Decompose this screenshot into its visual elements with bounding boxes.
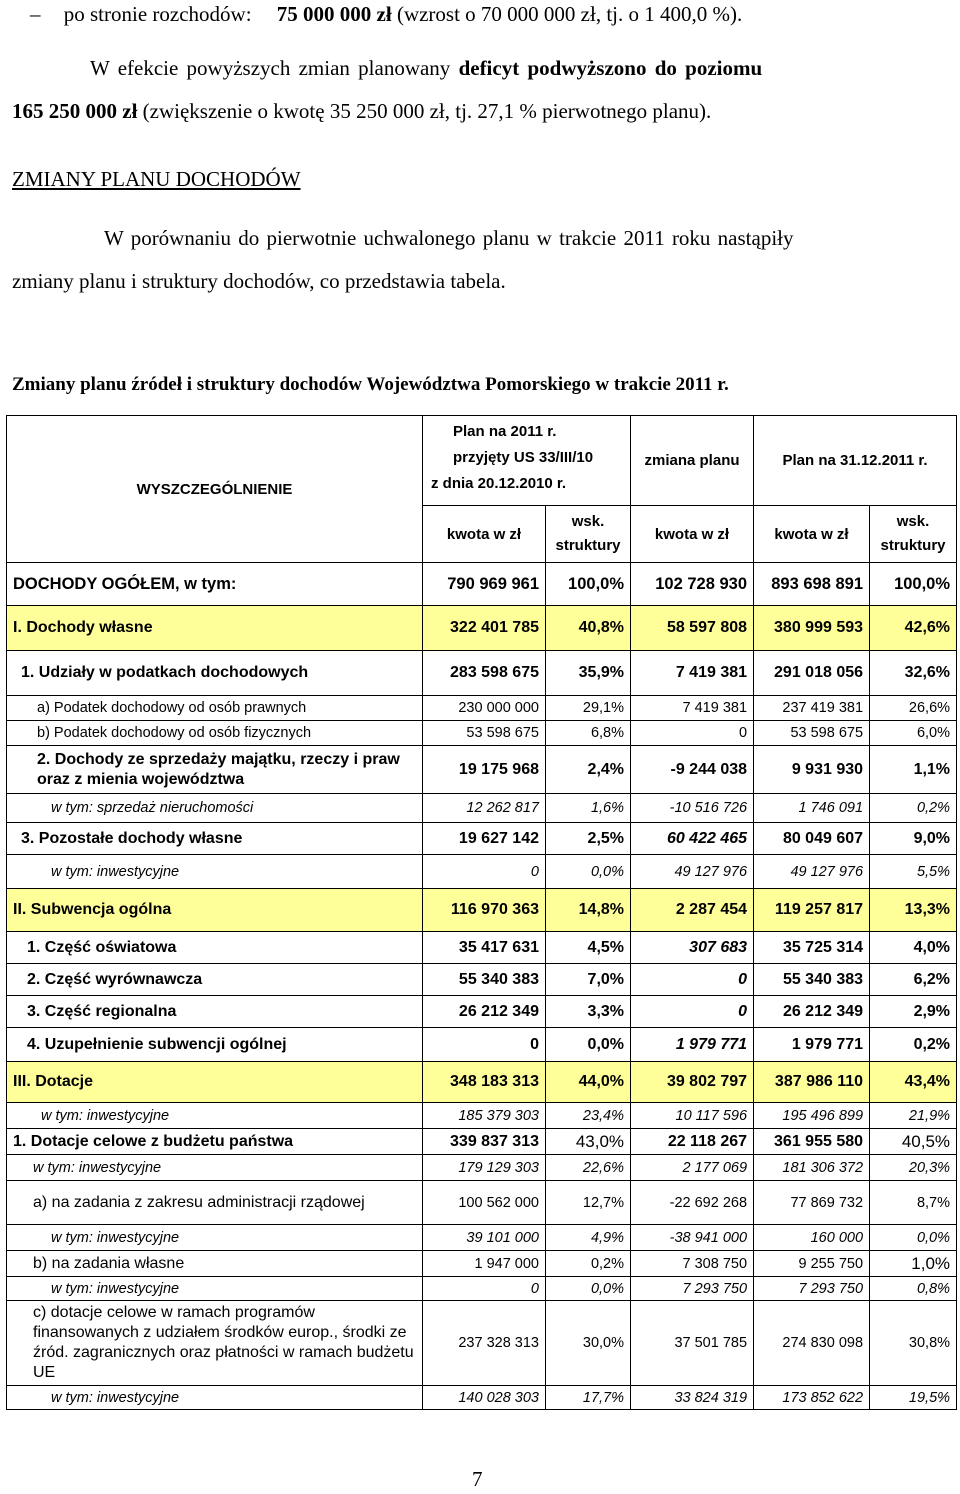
- table-row: [7, 721, 957, 746]
- cell-plan: 283 598 675: [423, 651, 546, 696]
- cell-change: 2 177 069: [631, 1155, 754, 1181]
- cell-plan: 185 379 303: [423, 1103, 546, 1129]
- row-label: w tym: inwestycyjne: [7, 1103, 423, 1129]
- cell-plan: 12 262 817: [423, 794, 546, 823]
- row-label: 1. Część oświatowa: [7, 932, 423, 964]
- cell-final: 380 999 593: [754, 606, 870, 651]
- cell-change: 0: [631, 964, 754, 996]
- cell-change: 7 293 750: [631, 1277, 754, 1301]
- cell-final-structure: 4,0%: [870, 932, 957, 964]
- table-row: [7, 855, 957, 889]
- cell-final-structure: 5,5%: [870, 855, 957, 889]
- cell-final-structure: 100,0%: [870, 563, 957, 606]
- cell-final-structure: 1,0%: [870, 1251, 957, 1277]
- cell-structure: 100,0%: [546, 563, 631, 606]
- cell-final: 49 127 976: [754, 855, 870, 889]
- cell-final-structure: 0,8%: [870, 1277, 957, 1301]
- cell-final-structure: 9,0%: [870, 823, 957, 855]
- table-row: [7, 996, 957, 1028]
- row-label: 1. Dotacje celowe z budżetu państwa: [7, 1129, 423, 1155]
- page-number: 7: [472, 1467, 483, 1491]
- table-row: [7, 1155, 957, 1181]
- header-plan-line3: z dnia 20.12.2010 r.: [431, 475, 567, 492]
- cell-change: 22 118 267: [631, 1129, 754, 1155]
- table-row: [7, 1301, 957, 1386]
- cell-final-structure: 0,2%: [870, 1028, 957, 1062]
- cell-final: 80 049 607: [754, 823, 870, 855]
- cell-final-structure: 19,5%: [870, 1386, 957, 1410]
- table-row: [7, 1181, 957, 1225]
- cell-structure: 23,4%: [546, 1103, 631, 1129]
- cell-structure: 44,0%: [546, 1062, 631, 1103]
- cell-structure: 3,3%: [546, 996, 631, 1028]
- row-label: w tym: sprzedaż nieruchomości: [7, 794, 423, 823]
- table-title: Zmiany planu źródeł i struktury dochodów Województwa Pomorskiego w trakcie 2011 r.: [12, 374, 729, 395]
- intro-line3-b: (zwiększenie o kwotę 35 250 000 zł, tj. 27,1 % pierwotnego planu).: [137, 99, 712, 123]
- header-kwota-2: kwota w zł: [631, 506, 754, 563]
- intro-line-1: [30, 2, 742, 27]
- intro-line3-a: 165 250 000 zł: [12, 99, 138, 123]
- cell-change: 7 419 381: [631, 651, 754, 696]
- cell-final: 361 955 580: [754, 1129, 870, 1155]
- header-change: zmiana planu: [631, 416, 754, 506]
- row-label: II. Subwencja ogólna: [7, 889, 423, 932]
- cell-final-structure: 43,4%: [870, 1062, 957, 1103]
- cell-change: 60 422 465: [631, 823, 754, 855]
- section-para-2: zmiany planu i struktury dochodów, co przedstawia tabela.: [12, 269, 506, 293]
- table-row: [7, 1386, 957, 1410]
- intro-line1-amount: 75 000 000 zł: [276, 2, 392, 26]
- section-para-1: W porównaniu do pierwotnie uchwalonego planu w trakcie 2011 roku nastąpiły: [104, 226, 794, 250]
- cell-final: 160 000: [754, 1225, 870, 1251]
- row-label: w tym: inwestycyjne: [7, 1155, 423, 1181]
- cell-final-structure: 30,8%: [870, 1301, 957, 1386]
- row-label: w tym: inwestycyjne: [7, 855, 423, 889]
- table-row: [7, 1225, 957, 1251]
- cell-plan: 0: [423, 1277, 546, 1301]
- row-label: 2. Dochody ze sprzedaży majątku, rzeczy i praw oraz z mienia województwa: [7, 746, 423, 794]
- cell-change: 2 287 454: [631, 889, 754, 932]
- cell-structure: 2,5%: [546, 823, 631, 855]
- cell-final: 35 725 314: [754, 932, 870, 964]
- cell-change: 0: [631, 721, 754, 746]
- intro-line2-b: deficyt podwyższono do poziomu: [458, 56, 763, 80]
- cell-final: 7 293 750: [754, 1277, 870, 1301]
- cell-final: 237 419 381: [754, 696, 870, 721]
- row-label: III. Dotacje: [7, 1062, 423, 1103]
- cell-plan: 237 328 313: [423, 1301, 546, 1386]
- cell-structure: 40,8%: [546, 606, 631, 651]
- cell-plan: 53 598 675: [423, 721, 546, 746]
- cell-plan: 26 212 349: [423, 996, 546, 1028]
- row-label: c) dotacje celowe w ramach programów finansowanych z udziałem środków europ., środki ze źród. zagranicznych oraz płatności w ramach budżetu UE: [7, 1301, 423, 1386]
- cell-change: 7 308 750: [631, 1251, 754, 1277]
- row-label: a) na zadania z zakresu administracji rządowej: [7, 1181, 423, 1225]
- cell-change: 49 127 976: [631, 855, 754, 889]
- cell-structure: 43,0%: [546, 1129, 631, 1155]
- intro-line1-label: po stronie rozchodów:: [63, 2, 252, 26]
- header-wyszczegolnienie: WYSZCZEGÓLNIENIE: [7, 416, 423, 563]
- cell-final-structure: 21,9%: [870, 1103, 957, 1129]
- cell-final-structure: 6,2%: [870, 964, 957, 996]
- cell-plan: 0: [423, 855, 546, 889]
- cell-plan: 100 562 000: [423, 1181, 546, 1225]
- table-row: [7, 1103, 957, 1129]
- table-row: [7, 696, 957, 721]
- cell-final: 55 340 383: [754, 964, 870, 996]
- header-wsk2-l1: wsk.: [896, 513, 930, 530]
- table-row: [7, 1251, 957, 1277]
- cell-change: -10 516 726: [631, 794, 754, 823]
- table-row: [7, 606, 957, 651]
- cell-change: -22 692 268: [631, 1181, 754, 1225]
- cell-structure: 12,7%: [546, 1181, 631, 1225]
- cell-structure: 1,6%: [546, 794, 631, 823]
- cell-final-structure: 1,1%: [870, 746, 957, 794]
- cell-final: 1 979 771: [754, 1028, 870, 1062]
- cell-final-structure: 0,2%: [870, 794, 957, 823]
- cell-final: 1 746 091: [754, 794, 870, 823]
- header-row-1: [7, 416, 957, 506]
- cell-final-structure: 42,6%: [870, 606, 957, 651]
- cell-final-structure: 8,7%: [870, 1181, 957, 1225]
- table-row: [7, 1028, 957, 1062]
- row-label: b) Podatek dochodowy od osób fizycznych: [7, 721, 423, 746]
- cell-plan: 19 175 968: [423, 746, 546, 794]
- cell-final: 181 306 372: [754, 1155, 870, 1181]
- row-label: a) Podatek dochodowy od osób prawnych: [7, 696, 423, 721]
- row-label: b) na zadania własne: [7, 1251, 423, 1277]
- header-wsk-1: [546, 506, 631, 563]
- cell-plan: 230 000 000: [423, 696, 546, 721]
- header-final-plan: Plan na 31.12.2011 r.: [754, 416, 957, 506]
- cell-structure: 7,0%: [546, 964, 631, 996]
- intro-line2-a: W efekcie powyższych zmian planowany: [90, 56, 459, 80]
- header-kwota-1: kwota w zł: [423, 506, 546, 563]
- cell-plan: 140 028 303: [423, 1386, 546, 1410]
- table-row: [7, 823, 957, 855]
- cell-plan: 1 947 000: [423, 1251, 546, 1277]
- row-label: w tym: inwestycyjne: [7, 1386, 423, 1410]
- cell-change: -9 244 038: [631, 746, 754, 794]
- header-kwota-3: kwota w zł: [754, 506, 870, 563]
- table-row: [7, 1062, 957, 1103]
- cell-change: 7 419 381: [631, 696, 754, 721]
- table-row: [7, 932, 957, 964]
- row-label: 1. Udziały w podatkach dochodowych: [7, 651, 423, 696]
- cell-change: 102 728 930: [631, 563, 754, 606]
- cell-plan: 790 969 961: [423, 563, 546, 606]
- cell-final: 173 852 622: [754, 1386, 870, 1410]
- cell-plan: 116 970 363: [423, 889, 546, 932]
- header-plan-2011: [423, 416, 631, 506]
- row-label: w tym: inwestycyjne: [7, 1277, 423, 1301]
- cell-final: 195 496 899: [754, 1103, 870, 1129]
- cell-change: 58 597 808: [631, 606, 754, 651]
- cell-final: 77 869 732: [754, 1181, 870, 1225]
- cell-structure: 4,5%: [546, 932, 631, 964]
- cell-plan: 339 837 313: [423, 1129, 546, 1155]
- row-label: w tym: inwestycyjne: [7, 1225, 423, 1251]
- cell-final: 53 598 675: [754, 721, 870, 746]
- cell-structure: 2,4%: [546, 746, 631, 794]
- cell-structure: 0,0%: [546, 1028, 631, 1062]
- cell-structure: 0,0%: [546, 1277, 631, 1301]
- table-row: [7, 794, 957, 823]
- table-row: [7, 1129, 957, 1155]
- header-plan-line2: przyjęty US 33/III/10: [453, 449, 594, 466]
- cell-plan: 0: [423, 1028, 546, 1062]
- cell-structure: 35,9%: [546, 651, 631, 696]
- dash-bullet: –: [30, 2, 41, 26]
- cell-structure: 17,7%: [546, 1386, 631, 1410]
- table-row: [7, 563, 957, 606]
- cell-structure: 30,0%: [546, 1301, 631, 1386]
- table-row: [7, 1277, 957, 1301]
- header-plan-line1: Plan na 2011 r.: [453, 423, 557, 440]
- table-row: [7, 889, 957, 932]
- cell-structure: 4,9%: [546, 1225, 631, 1251]
- cell-final: 291 018 056: [754, 651, 870, 696]
- cell-structure: 29,1%: [546, 696, 631, 721]
- row-label: I. Dochody własne: [7, 606, 423, 651]
- cell-final-structure: 40,5%: [870, 1129, 957, 1155]
- cell-plan: 179 129 303: [423, 1155, 546, 1181]
- cell-change: 39 802 797: [631, 1062, 754, 1103]
- cell-plan: 35 417 631: [423, 932, 546, 964]
- cell-structure: 14,8%: [546, 889, 631, 932]
- cell-final: 387 986 110: [754, 1062, 870, 1103]
- cell-final-structure: 32,6%: [870, 651, 957, 696]
- cell-final: 9 931 930: [754, 746, 870, 794]
- intro-line-3: [12, 99, 711, 124]
- section-title: ZMIANY PLANU DOCHODÓW: [12, 167, 301, 191]
- cell-structure: 0,0%: [546, 855, 631, 889]
- cell-plan: 39 101 000: [423, 1225, 546, 1251]
- cell-structure: 6,8%: [546, 721, 631, 746]
- intro-line-2: [90, 56, 762, 81]
- cell-plan: 19 627 142: [423, 823, 546, 855]
- cell-change: 37 501 785: [631, 1301, 754, 1386]
- table-row: [7, 746, 957, 794]
- cell-change: 33 824 319: [631, 1386, 754, 1410]
- cell-final: 893 698 891: [754, 563, 870, 606]
- row-label: 3. Część regionalna: [7, 996, 423, 1028]
- cell-final-structure: 0,0%: [870, 1225, 957, 1251]
- intro-line1-rest: (wzrost o 70 000 000 zł, tj. o 1 400,0 %).: [396, 2, 743, 26]
- cell-plan: 322 401 785: [423, 606, 546, 651]
- header-wsk1-l2: struktury: [555, 537, 621, 554]
- cell-plan: 55 340 383: [423, 964, 546, 996]
- cell-final-structure: 20,3%: [870, 1155, 957, 1181]
- table-row: [7, 964, 957, 996]
- cell-final-structure: 26,6%: [870, 696, 957, 721]
- cell-change: -38 941 000: [631, 1225, 754, 1251]
- table-row: [7, 651, 957, 696]
- header-wsk-2: [870, 506, 957, 563]
- row-label: 2. Część wyrównawcza: [7, 964, 423, 996]
- cell-plan: 348 183 313: [423, 1062, 546, 1103]
- cell-final: 9 255 750: [754, 1251, 870, 1277]
- cell-final: 274 830 098: [754, 1301, 870, 1386]
- cell-change: 1 979 771: [631, 1028, 754, 1062]
- cell-final: 119 257 817: [754, 889, 870, 932]
- row-label: 4. Uzupełnienie subwencji ogólnej: [7, 1028, 423, 1062]
- cell-final-structure: 13,3%: [870, 889, 957, 932]
- cell-structure: 22,6%: [546, 1155, 631, 1181]
- cell-change: 0: [631, 996, 754, 1028]
- revenue-table: [6, 415, 957, 1410]
- cell-change: 307 683: [631, 932, 754, 964]
- header-wsk1-l1: wsk.: [571, 513, 605, 530]
- cell-final-structure: 2,9%: [870, 996, 957, 1028]
- cell-final: 26 212 349: [754, 996, 870, 1028]
- row-label: 3. Pozostałe dochody własne: [7, 823, 423, 855]
- row-label: DOCHODY OGÓŁEM, w tym:: [7, 563, 423, 606]
- cell-final-structure: 6,0%: [870, 721, 957, 746]
- cell-structure: 0,2%: [546, 1251, 631, 1277]
- header-wsk2-l2: struktury: [880, 537, 946, 554]
- cell-change: 10 117 596: [631, 1103, 754, 1129]
